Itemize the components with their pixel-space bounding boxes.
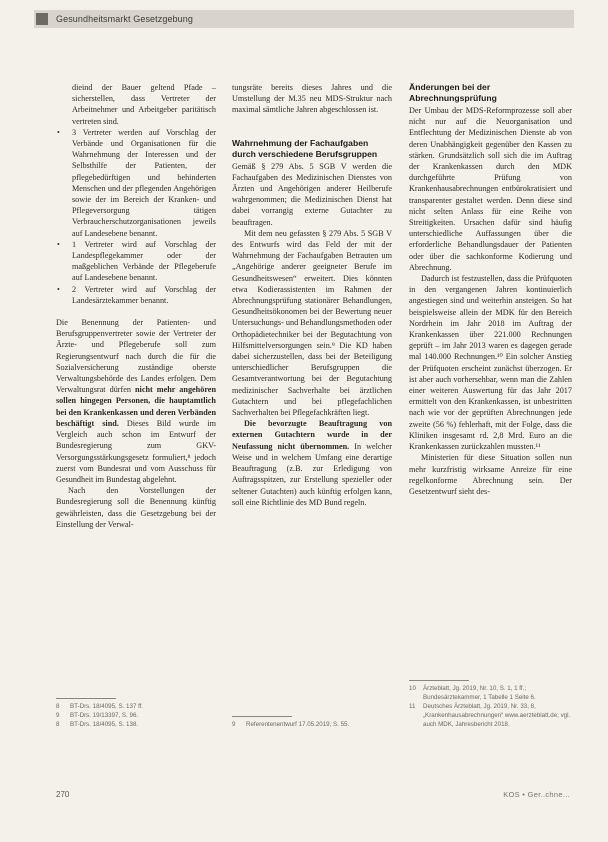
- paragraph: [56, 317, 216, 485]
- paragraph-text: Dieses Bild wurde im Vergleich auch schon im Entwurf der Bundesregierung zum GKV-Versorgungsstärkungsgesetz formuliert,⁸ jedoch zuerst vom Bundesrat und vom Ausschuss für Gesundheit im Bundestag abgelehnt.: [56, 418, 216, 484]
- paragraph: tungsräte bereits dieses Jahres und die Umstellung der M.35 neu MDS-Struktur nach maximal sämtliche Jahren abgeschlossen ist.: [232, 83, 392, 115]
- section-heading: Wahrnehmung der Fachaufgaben durch verschiedene Berufsgruppen: [232, 137, 378, 159]
- journal-name: KOS • Ger..chne...: [503, 790, 570, 799]
- footnote-text: Deutsches Ärzteblatt, Jg. 2019, Nr. 33, 8, „Krankenhausabrechnungen“ www.aerzteblatt.de; vgl. auch MDK, Jahresbericht 2018.: [423, 703, 571, 728]
- footnotes-right: [409, 684, 572, 729]
- footnote-text: BT-Drs. 18/4095, S. 137 ff.: [70, 703, 144, 710]
- footnote-text: BT-Drs. 18/4095, S. 138.: [70, 721, 139, 728]
- bullet-icon: •: [57, 127, 60, 137]
- paragraph-text: In welcher Weise und in welchem Umfang eine derartige Beauftragung (z.B. zur Erledigung von Auftragsspitzen, zur Erstellung spezieller oder seltener Gutachten) auch künftig erfolgen kann, soll eine Richtlinie des MD Bund regeln.: [232, 441, 392, 507]
- section-heading: Änderungen bei der Abrechnungsprüfung: [409, 82, 497, 103]
- bullet-list: [56, 127, 216, 306]
- footnote-text: Ärzteblatt, Jg. 2019, Nr. 10, S. 1, 1 ff.; Bundesärztekammer, 1 Tabelle 1 Seite 6.: [423, 685, 536, 701]
- emphasis-text: nicht mehr angehören sollen hingegen Personen, die hauptamtlich bei den Krankenkassen und deren Verbänden beschäftigt sind.: [56, 385, 216, 428]
- header-title: Gesundheitsmarkt Gesetzgebung: [56, 14, 193, 24]
- list-item: [56, 239, 216, 284]
- footnote-text: Referentenentwurf 17.05.2019, S. 55.: [246, 721, 350, 728]
- footnote-number: 8: [56, 703, 60, 710]
- text-column-2: [232, 82, 392, 508]
- text-column-3: [409, 82, 572, 497]
- footnote: [409, 684, 572, 702]
- footnotes-middle: [232, 720, 382, 729]
- footnote-number: 10: [409, 685, 416, 692]
- list-item-text: 2 Vertreter wird auf Vorschlag der Landesärztekammer benannt.: [72, 284, 216, 305]
- paragraph: Ministerien für diese Situation sollen nun mehr kurzfristig wirksame Anreize für eine regelkonforme Abrechnung sein. Der Gesetzentwurf sieht des-: [409, 453, 572, 496]
- emphasis-text: Die bevorzugte Beauftragung von externen Gutachtern wurde in der Neufassung nicht übernommen.: [232, 419, 392, 451]
- bullet-icon: •: [57, 239, 60, 249]
- paragraph: Der Umbau der MDS-Reformprozesse soll aber nicht nur auf die Neuorganisation und Entflechtung der Medizinischen Dienste ab von deren Unabhängigkeit gegenüber den Kassen zu stärken. Grundsätzlich soll sich die im Auftrag der Krankenkassen durch den MDK durchgeführte Prüfung von Krankenhausabrechnungen entbürokratisiert und transparenter gestaltet werden. Denn diese sind nicht selten Anlass für eine Reihe von Streitigkeiten. Ursachen dafür sind häufig unterschiedliche Auffassungen über die erforderliche Behandlungsdauer der Patienten oder über die sachkonforme Kodierung und Abrechnung.: [409, 106, 572, 272]
- paragraph: Dadurch ist festzustellen, dass die Prüfquoten in den vergangenen Jahren kontinuierlich angestiegen sind und weiterhin ansteigen. So hat beispielsweise allein der MDK für den Bereich Nordrhein im Jahr 2018 im Auftrag der Krankenkassen über 221.000 Rechnungen geprüft – im Jahr 2013 waren es dagegen gerade mal 140.000 Rechnungen.¹⁰ Ein solcher Anstieg der Prüfquoten erscheint zunächst überzogen. Er ist aber auch vorhersehbar, wenn man die Zahlen einer weiteren Auswertung für das Jahr 2017 ermittelt von den Krankenkassen, ist unbestritten nach wie vor der geprüften Abrechnungen jede zweite (56 %) fehlerhaft, mit der Folge, dass die Kliniken insgesamt rd. 2,8 Mrd. Euro an die Krankenkassen zurückzahlen mussten.¹¹: [409, 274, 572, 452]
- footnote: [232, 720, 382, 729]
- paragraph: dieind der Bauer geltend Pfade – sicherstellen, dass Vertreter der Arbeitnehmer und Arbeitgeber paritätisch vertreten sind.: [72, 83, 216, 126]
- section-marker-icon: [36, 13, 48, 25]
- footnote: [56, 720, 206, 729]
- footnote-text: BT-Drs. 19/13397, S. 96.: [70, 712, 139, 719]
- footnote: [56, 711, 206, 720]
- paragraph: Nach den Vorstellungen der Bundesregierung soll die Benennung künftig gewährleisten, dass die Gesetzgebung bei der Einstellung der Verwal-: [56, 486, 216, 529]
- running-header: [34, 10, 574, 28]
- paragraph: [232, 418, 392, 508]
- page-number: 270: [56, 790, 70, 799]
- paragraph-text: Die Benennung der Patienten- und Berufsgruppenvertreter sowie der Vertreter der Ärzte- und Pflegeberufe soll zum Regierungsentwurf nach durch die für die Sozialversicherung zuständige oberste Verwaltungsbehörde des Landes erfolgen. Dem Verwaltungsrat dürfen: [56, 318, 216, 395]
- footnote-number: 11: [409, 703, 416, 710]
- footnote-divider: [232, 716, 292, 717]
- footnote: [409, 702, 572, 729]
- footnotes-left: [56, 702, 206, 729]
- footnote-divider: [56, 698, 116, 699]
- footnote-number: 8: [56, 721, 60, 728]
- list-item: [56, 127, 216, 239]
- footnote-divider: [409, 680, 469, 681]
- footnote-number: 9: [56, 712, 60, 719]
- footnote: [56, 702, 206, 711]
- paragraph: Mit dem neu gefassten § 279 Abs. 5 SGB V des Entwurfs wird das Feld der mit der Wahrnehmung der Fachaufgaben Betrauten um „Angehörige anderer geeigneter Berufe im Gesundheitswesen“ erweitert. Dies könnten etwa Kodierassistenten im Rahmen der Abrechnungsprüfung stationärer Behandlungen, Gesundheitsökonomen bei der Bewertung neuer Untersuchungs- und Behandlungsmethoden oder Orthopädietechniker bei der Begutachtung von Hilfsmittelversorgungen sein.⁹ Die KD haben dabei sicherzustellen, dass bei der Beteiligung unterschiedlicher Berufsgruppen die Gesamtverantwortung bei der Begutachtung medizinischer Sachverhalte bei ärztlichen Gutachtern und bei pflegefachlichen Sachverhalten bei Pflegefachkräften liegt.: [232, 228, 392, 418]
- paragraph: Gemäß § 279 Abs. 5 SGB V werden die Fachaufgaben des Medizinischen Dienstes von Ärzten und Angehörigen anderer Heilberufe wahrgenommen; die Medizinischen Dienst hat dabei vorrangig externe Gutachter zu beauftragen.: [232, 161, 392, 227]
- list-item-text: 1 Vertreter wird auf Vorschlag der Landespflegekammer oder der maßgeblichen Verbände der Pflegeberufe auf Landesebene benannt.: [72, 239, 216, 283]
- list-item-text: 3 Vertreter werden auf Vorschlag der Verbände und Organisationen für die Wahrnehmung der Interessen und der Selbsthilfe der Patienten, der pflegebedürftigen und behinderten Menschen und der pflegenden Angehörigen sowie der im Bereich der Kranken- und Pflegeversorgung tätigen Verbraucherschutzorganisationen jeweils auf Landesebene benannt.: [72, 127, 216, 238]
- list-item: [56, 284, 216, 306]
- bullet-icon: •: [57, 284, 60, 294]
- text-column-1: [56, 82, 216, 530]
- footnote-number: 9: [232, 721, 236, 728]
